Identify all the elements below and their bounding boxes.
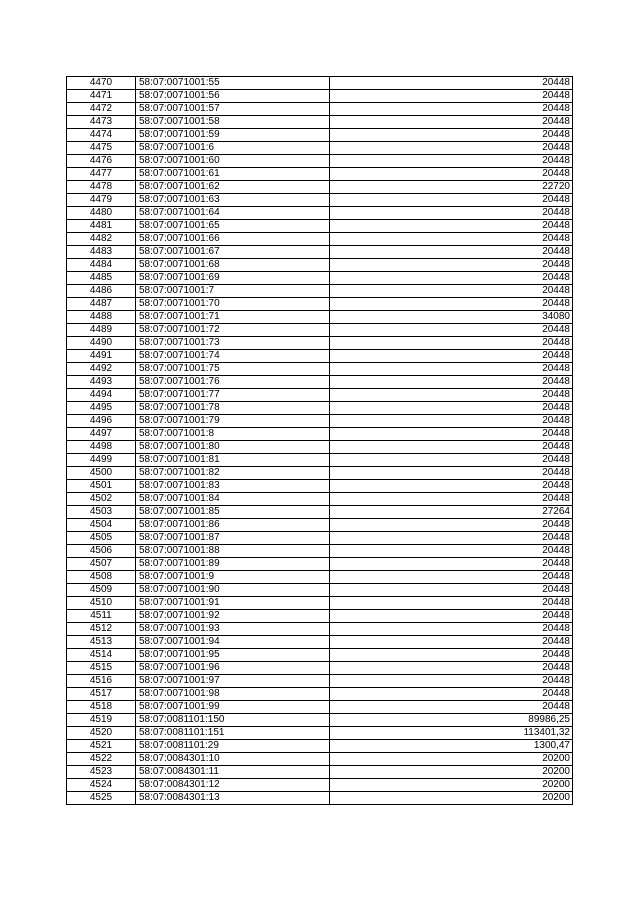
row-number-cell: 4523 (67, 766, 136, 779)
cadastral-number-cell: 58:07:0071001:84 (136, 493, 330, 506)
value-cell: 113401,32 (330, 727, 573, 740)
table-row (67, 363, 573, 376)
cadastral-number-cell: 58:07:0071001:79 (136, 415, 330, 428)
cadastral-number-cell: 58:07:0071001:6 (136, 142, 330, 155)
cadastral-number-cell: 58:07:0084301:13 (136, 792, 330, 805)
value-cell: 20448 (330, 272, 573, 285)
row-number-cell: 4499 (67, 454, 136, 467)
cadastral-number-cell: 58:07:0071001:72 (136, 324, 330, 337)
table-row (67, 272, 573, 285)
row-number-cell: 4474 (67, 129, 136, 142)
row-number-cell: 4514 (67, 649, 136, 662)
row-number-cell: 4481 (67, 220, 136, 233)
row-number-cell: 4516 (67, 675, 136, 688)
value-cell: 20448 (330, 636, 573, 649)
value-cell: 20448 (330, 155, 573, 168)
value-cell: 20448 (330, 454, 573, 467)
row-number-cell: 4491 (67, 350, 136, 363)
cadastral-number-cell: 58:07:0071001:78 (136, 402, 330, 415)
table-row (67, 597, 573, 610)
row-number-cell: 4485 (67, 272, 136, 285)
value-cell: 20448 (330, 324, 573, 337)
value-cell: 1300,47 (330, 740, 573, 753)
cadastral-number-cell: 58:07:0071001:86 (136, 519, 330, 532)
value-cell: 20448 (330, 207, 573, 220)
table-row (67, 324, 573, 337)
table-row (67, 441, 573, 454)
table-row (67, 285, 573, 298)
table-row (67, 181, 573, 194)
table-row (67, 610, 573, 623)
cadastral-number-cell: 58:07:0071001:88 (136, 545, 330, 558)
table-body (67, 77, 573, 805)
cadastral-number-cell: 58:07:0071001:63 (136, 194, 330, 207)
value-cell: 20448 (330, 350, 573, 363)
row-number-cell: 4503 (67, 506, 136, 519)
row-number-cell: 4478 (67, 181, 136, 194)
table-row (67, 519, 573, 532)
table-row (67, 558, 573, 571)
value-cell: 20448 (330, 675, 573, 688)
table-row (67, 649, 573, 662)
value-cell: 34080 (330, 311, 573, 324)
row-number-cell: 4518 (67, 701, 136, 714)
cadastral-number-cell: 58:07:0071001:96 (136, 662, 330, 675)
cadastral-number-cell: 58:07:0071001:87 (136, 532, 330, 545)
cadastral-number-cell: 58:07:0081101:150 (136, 714, 330, 727)
value-cell: 20448 (330, 337, 573, 350)
table-row (67, 103, 573, 116)
cadastral-number-cell: 58:07:0071001:75 (136, 363, 330, 376)
value-cell: 20448 (330, 415, 573, 428)
row-number-cell: 4483 (67, 246, 136, 259)
table-row (67, 792, 573, 805)
table-row (67, 740, 573, 753)
value-cell: 20448 (330, 571, 573, 584)
row-number-cell: 4482 (67, 233, 136, 246)
value-cell: 20448 (330, 688, 573, 701)
cadastral-number-cell: 58:07:0071001:90 (136, 584, 330, 597)
value-cell: 20448 (330, 129, 573, 142)
table-row (67, 220, 573, 233)
cadastral-number-cell: 58:07:0071001:57 (136, 103, 330, 116)
value-cell: 20448 (330, 233, 573, 246)
table-row (67, 311, 573, 324)
cadastral-number-cell: 58:07:0071001:66 (136, 233, 330, 246)
table-row (67, 428, 573, 441)
value-cell: 20448 (330, 116, 573, 129)
table-row (67, 77, 573, 90)
value-cell: 20448 (330, 597, 573, 610)
row-number-cell: 4488 (67, 311, 136, 324)
table-row (67, 246, 573, 259)
row-number-cell: 4522 (67, 753, 136, 766)
row-number-cell: 4507 (67, 558, 136, 571)
value-cell: 20448 (330, 259, 573, 272)
row-number-cell: 4524 (67, 779, 136, 792)
row-number-cell: 4490 (67, 337, 136, 350)
cadastral-number-cell: 58:07:0071001:69 (136, 272, 330, 285)
cadastral-number-cell: 58:07:0071001:65 (136, 220, 330, 233)
value-cell: 20448 (330, 376, 573, 389)
value-cell: 20448 (330, 480, 573, 493)
cadastral-number-cell: 58:07:0071001:95 (136, 649, 330, 662)
cadastral-number-cell: 58:07:0071001:62 (136, 181, 330, 194)
table-row (67, 467, 573, 480)
table-row (67, 584, 573, 597)
value-cell: 20448 (330, 584, 573, 597)
row-number-cell: 4473 (67, 116, 136, 129)
table-row (67, 571, 573, 584)
table-row (67, 675, 573, 688)
row-number-cell: 4510 (67, 597, 136, 610)
table-row (67, 688, 573, 701)
row-number-cell: 4493 (67, 376, 136, 389)
value-cell: 20448 (330, 389, 573, 402)
row-number-cell: 4520 (67, 727, 136, 740)
table-row (67, 532, 573, 545)
value-cell: 20448 (330, 363, 573, 376)
cadastral-number-cell: 58:07:0071001:77 (136, 389, 330, 402)
cadastral-number-cell: 58:07:0071001:91 (136, 597, 330, 610)
row-number-cell: 4509 (67, 584, 136, 597)
value-cell: 89986,25 (330, 714, 573, 727)
row-number-cell: 4501 (67, 480, 136, 493)
row-number-cell: 4495 (67, 402, 136, 415)
cadastral-number-cell: 58:07:0081101:29 (136, 740, 330, 753)
value-cell: 20448 (330, 194, 573, 207)
table-row (67, 376, 573, 389)
table-row (67, 337, 573, 350)
value-cell: 20448 (330, 545, 573, 558)
cadastral-number-cell: 58:07:0081101:151 (136, 727, 330, 740)
cadastral-number-cell: 58:07:0071001:71 (136, 311, 330, 324)
table-row (67, 623, 573, 636)
table-row (67, 207, 573, 220)
table-row (67, 701, 573, 714)
table-row (67, 766, 573, 779)
cadastral-number-cell: 58:07:0084301:11 (136, 766, 330, 779)
table-row (67, 194, 573, 207)
value-cell: 20448 (330, 649, 573, 662)
row-number-cell: 4471 (67, 90, 136, 103)
value-cell: 20448 (330, 441, 573, 454)
cadastral-number-cell: 58:07:0071001:67 (136, 246, 330, 259)
cadastral-number-cell: 58:07:0071001:85 (136, 506, 330, 519)
cadastral-number-cell: 58:07:0071001:58 (136, 116, 330, 129)
row-number-cell: 4475 (67, 142, 136, 155)
row-number-cell: 4525 (67, 792, 136, 805)
table-row (67, 168, 573, 181)
table-row (67, 545, 573, 558)
row-number-cell: 4517 (67, 688, 136, 701)
cadastral-number-cell: 58:07:0084301:12 (136, 779, 330, 792)
table-row (67, 298, 573, 311)
table-row (67, 415, 573, 428)
table-row (67, 142, 573, 155)
table-row (67, 116, 573, 129)
table-row (67, 389, 573, 402)
row-number-cell: 4506 (67, 545, 136, 558)
cadastral-number-cell: 58:07:0084301:10 (136, 753, 330, 766)
value-cell: 20448 (330, 298, 573, 311)
value-cell: 20448 (330, 558, 573, 571)
row-number-cell: 4486 (67, 285, 136, 298)
value-cell: 20448 (330, 610, 573, 623)
cadastral-number-cell: 58:07:0071001:82 (136, 467, 330, 480)
value-cell: 20448 (330, 168, 573, 181)
cadastral-number-cell: 58:07:0071001:97 (136, 675, 330, 688)
row-number-cell: 4484 (67, 259, 136, 272)
value-cell: 20448 (330, 532, 573, 545)
value-cell: 20448 (330, 701, 573, 714)
row-number-cell: 4505 (67, 532, 136, 545)
table-row (67, 727, 573, 740)
row-number-cell: 4519 (67, 714, 136, 727)
value-cell: 20448 (330, 623, 573, 636)
value-cell: 20448 (330, 467, 573, 480)
table-row (67, 90, 573, 103)
row-number-cell: 4472 (67, 103, 136, 116)
cadastral-number-cell: 58:07:0071001:8 (136, 428, 330, 441)
table-row (67, 714, 573, 727)
value-cell: 20200 (330, 766, 573, 779)
cadastral-number-cell: 58:07:0071001:98 (136, 688, 330, 701)
value-cell: 20200 (330, 753, 573, 766)
cadastral-number-cell: 58:07:0071001:60 (136, 155, 330, 168)
row-number-cell: 4492 (67, 363, 136, 376)
value-cell: 20448 (330, 662, 573, 675)
cadastral-number-cell: 58:07:0071001:61 (136, 168, 330, 181)
cadastral-number-cell: 58:07:0071001:89 (136, 558, 330, 571)
value-cell: 20448 (330, 493, 573, 506)
cadastral-number-cell: 58:07:0071001:9 (136, 571, 330, 584)
value-cell: 20448 (330, 285, 573, 298)
row-number-cell: 4476 (67, 155, 136, 168)
value-cell: 20448 (330, 220, 573, 233)
cadastral-number-cell: 58:07:0071001:68 (136, 259, 330, 272)
cadastral-number-cell: 58:07:0071001:64 (136, 207, 330, 220)
table-row (67, 493, 573, 506)
row-number-cell: 4498 (67, 441, 136, 454)
cadastral-number-cell: 58:07:0071001:55 (136, 77, 330, 90)
table-row (67, 259, 573, 272)
table-row (67, 454, 573, 467)
cadastral-number-cell: 58:07:0071001:59 (136, 129, 330, 142)
cadastral-value-table (66, 76, 573, 805)
table-row (67, 636, 573, 649)
value-cell: 20200 (330, 792, 573, 805)
cadastral-number-cell: 58:07:0071001:74 (136, 350, 330, 363)
table-row (67, 402, 573, 415)
table-row (67, 480, 573, 493)
row-number-cell: 4489 (67, 324, 136, 337)
row-number-cell: 4470 (67, 77, 136, 90)
row-number-cell: 4508 (67, 571, 136, 584)
table-row (67, 233, 573, 246)
value-cell: 20448 (330, 402, 573, 415)
table-row (67, 662, 573, 675)
table-row (67, 350, 573, 363)
value-cell: 20448 (330, 77, 573, 90)
value-cell: 20200 (330, 779, 573, 792)
row-number-cell: 4497 (67, 428, 136, 441)
row-number-cell: 4480 (67, 207, 136, 220)
row-number-cell: 4512 (67, 623, 136, 636)
row-number-cell: 4515 (67, 662, 136, 675)
cadastral-number-cell: 58:07:0071001:76 (136, 376, 330, 389)
cadastral-number-cell: 58:07:0071001:83 (136, 480, 330, 493)
value-cell: 20448 (330, 246, 573, 259)
table-row (67, 779, 573, 792)
row-number-cell: 4513 (67, 636, 136, 649)
cadastral-number-cell: 58:07:0071001:93 (136, 623, 330, 636)
table-row (67, 129, 573, 142)
row-number-cell: 4502 (67, 493, 136, 506)
cadastral-number-cell: 58:07:0071001:80 (136, 441, 330, 454)
cadastral-number-cell: 58:07:0071001:92 (136, 610, 330, 623)
row-number-cell: 4511 (67, 610, 136, 623)
cadastral-number-cell: 58:07:0071001:56 (136, 90, 330, 103)
cadastral-number-cell: 58:07:0071001:73 (136, 337, 330, 350)
cadastral-number-cell: 58:07:0071001:7 (136, 285, 330, 298)
cadastral-number-cell: 58:07:0071001:99 (136, 701, 330, 714)
row-number-cell: 4477 (67, 168, 136, 181)
table-row (67, 155, 573, 168)
row-number-cell: 4500 (67, 467, 136, 480)
row-number-cell: 4496 (67, 415, 136, 428)
value-cell: 20448 (330, 103, 573, 116)
value-cell: 22720 (330, 181, 573, 194)
row-number-cell: 4479 (67, 194, 136, 207)
cadastral-number-cell: 58:07:0071001:70 (136, 298, 330, 311)
table-row (67, 506, 573, 519)
value-cell: 20448 (330, 428, 573, 441)
row-number-cell: 4504 (67, 519, 136, 532)
value-cell: 20448 (330, 90, 573, 103)
value-cell: 20448 (330, 142, 573, 155)
cadastral-number-cell: 58:07:0071001:94 (136, 636, 330, 649)
value-cell: 20448 (330, 519, 573, 532)
value-cell: 27264 (330, 506, 573, 519)
cadastral-number-cell: 58:07:0071001:81 (136, 454, 330, 467)
row-number-cell: 4494 (67, 389, 136, 402)
row-number-cell: 4487 (67, 298, 136, 311)
table-row (67, 753, 573, 766)
row-number-cell: 4521 (67, 740, 136, 753)
